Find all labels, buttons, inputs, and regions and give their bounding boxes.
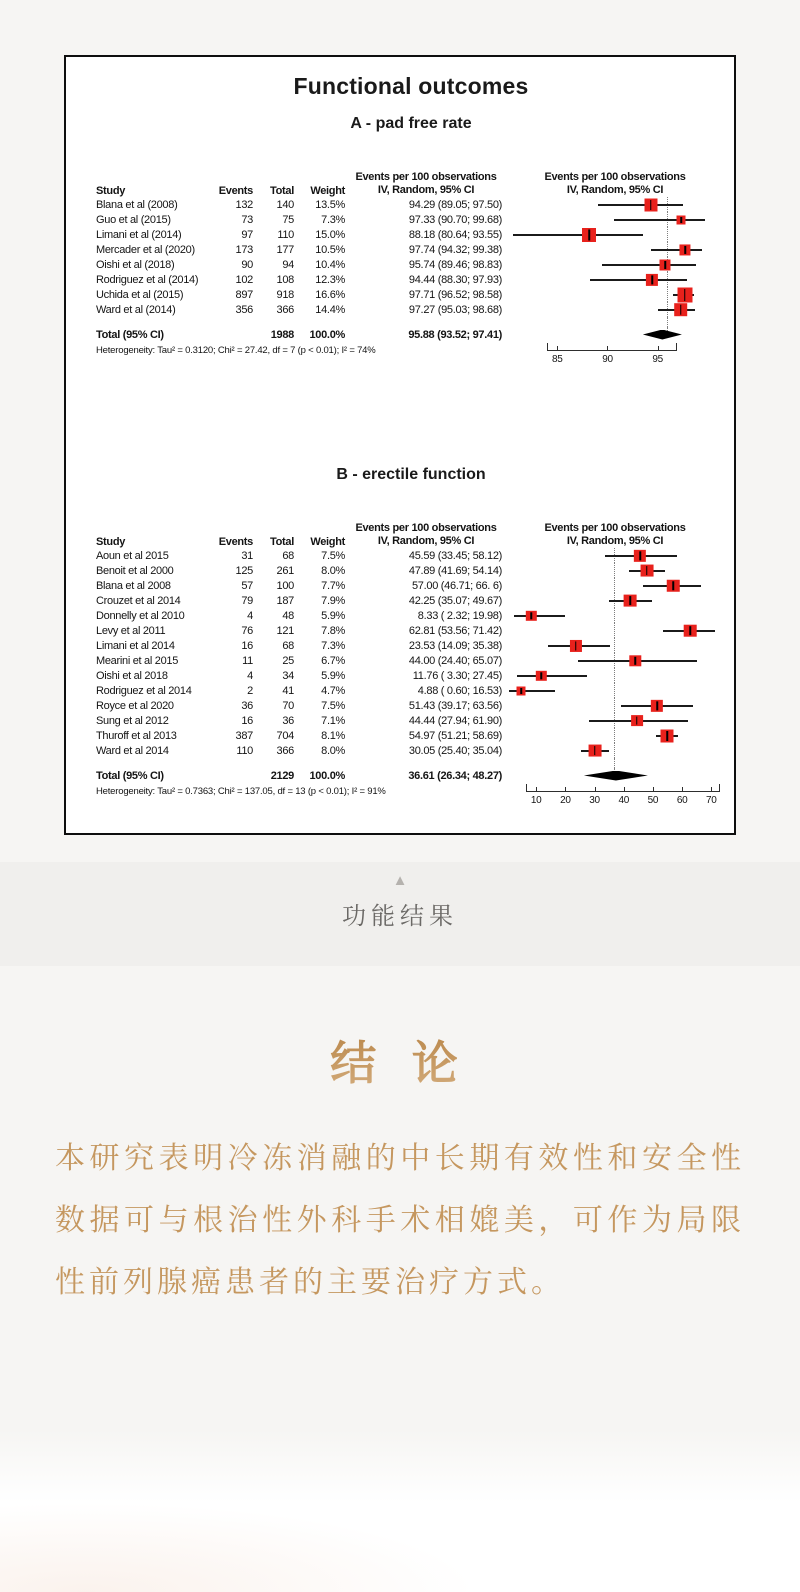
total-value: 41 — [282, 684, 294, 697]
axis-tick-label: 20 — [560, 795, 571, 806]
study-name: Royce et al 2020 — [96, 699, 174, 712]
pooled-dotted-line — [667, 317, 668, 327]
conclusion-paragraph: 本研究表明冷冻消融的中长期有效性和安全性数据可与根治性外科手术相媲美，可作为局限性前列腺癌患者的主要治疗方式。 — [55, 1142, 745, 1299]
weight-value: 7.5% — [321, 699, 345, 712]
axis-tick — [682, 787, 683, 792]
study-name: Uchida et al (2015) — [96, 288, 184, 301]
study-name: Thuroff et al 2013 — [96, 729, 177, 742]
total-value: 187 — [276, 594, 294, 607]
col-header-total: Total — [270, 536, 294, 548]
events-value: 2 — [247, 684, 253, 697]
forest-table — [96, 518, 726, 815]
weight-value: 7.5% — [321, 549, 345, 562]
study-row — [96, 743, 726, 758]
point-estimate-tick — [650, 200, 652, 210]
weight-value: 8.1% — [321, 729, 345, 742]
plot-cell — [507, 683, 723, 698]
pooled-diamond — [643, 330, 682, 340]
study-row — [96, 212, 726, 227]
axis-tick-label: 40 — [618, 795, 630, 806]
weight-value: 12.3% — [315, 273, 345, 286]
ci-text: 94.44 (88.30; 97.93) — [408, 273, 502, 286]
axis-line — [526, 791, 719, 792]
total-value: 25 — [282, 654, 294, 667]
events-value: 73 — [241, 213, 253, 226]
forest-panel-B — [96, 466, 726, 815]
point-estimate-tick — [630, 596, 632, 606]
total-n: 2129 — [270, 769, 294, 782]
plot-cell — [507, 668, 723, 683]
col-header-ci-text — [350, 171, 502, 197]
plot-cell — [507, 698, 723, 713]
ci-line — [509, 690, 555, 692]
weight-value: 8.0% — [321, 744, 345, 757]
weight-value: 5.9% — [321, 669, 345, 682]
forest-plot-figure — [64, 55, 736, 835]
point-estimate-tick — [680, 217, 682, 223]
pooled-dotted-line — [614, 563, 615, 578]
ci-text: 95.74 (89.46; 98.83) — [408, 258, 502, 271]
axis-endcap — [547, 343, 548, 351]
events-value: 356 — [235, 303, 253, 316]
study-name: Mercader et al (2020) — [96, 243, 195, 256]
pooled-dotted-line — [667, 287, 668, 302]
total-value: 110 — [277, 228, 294, 241]
total-value: 121 — [276, 624, 294, 637]
plot-cell — [507, 197, 723, 212]
plot-cell — [507, 327, 723, 342]
ci-line — [590, 279, 687, 281]
pooled-dotted-line — [614, 698, 615, 713]
ci-line — [614, 219, 704, 221]
total-value: 48 — [282, 609, 294, 622]
col-header-weight: Weight — [310, 185, 345, 197]
weight-value: 7.3% — [321, 213, 345, 226]
events-value: 16 — [241, 639, 253, 652]
study-row — [96, 227, 726, 242]
weight-value: 7.8% — [321, 624, 345, 637]
plot-cell — [507, 758, 723, 768]
study-row — [96, 578, 726, 593]
events-value: 110 — [236, 744, 253, 757]
study-name: Oishi et al 2018 — [96, 669, 168, 682]
total-value: 68 — [282, 639, 294, 652]
point-estimate-tick — [667, 731, 669, 741]
pooled-dotted-line — [667, 227, 668, 242]
total-value: 94 — [282, 258, 294, 271]
weight-value: 7.3% — [321, 639, 345, 652]
total-ci-text: 95.88 (93.52; 97.41) — [408, 328, 502, 341]
panel-subtitle: A - pad free rate — [350, 115, 472, 132]
plot-cell — [507, 287, 723, 302]
weight-value: 13.5% — [315, 198, 345, 211]
weight-value: 8.0% — [321, 564, 345, 577]
total-row — [96, 768, 726, 783]
study-name: Mearini et al 2015 — [96, 654, 179, 667]
spacer-row — [96, 758, 726, 768]
study-row — [96, 593, 726, 608]
events-value: 125 — [235, 564, 253, 577]
ci-header: IV, Random, 95% CI — [566, 184, 664, 196]
plot-cell — [507, 317, 723, 327]
point-estimate-tick — [673, 581, 675, 591]
events-value: 57 — [241, 579, 253, 592]
het-axis-row — [96, 342, 726, 374]
study-row — [96, 608, 726, 623]
total-n: 1988 — [270, 328, 294, 341]
ci-line — [602, 264, 696, 266]
plot-cell — [507, 257, 723, 272]
ci-line — [517, 675, 587, 677]
plot-cell — [507, 743, 723, 758]
total-value: 704 — [276, 729, 294, 742]
study-row — [96, 713, 726, 728]
point-estimate-tick — [636, 716, 638, 725]
study-row — [96, 623, 726, 638]
pooled-dotted-line — [614, 638, 615, 653]
ci-text: 45.59 (33.45; 58.12) — [408, 549, 502, 562]
axis-tick-label: 30 — [589, 795, 600, 806]
study-row — [96, 548, 726, 563]
axis-tick — [607, 346, 608, 351]
pooled-dotted-line — [614, 668, 615, 683]
col-header-ci-text — [350, 522, 502, 548]
ci-text: 8.33 ( 2.32; 19.98) — [417, 609, 502, 622]
axis-tick-label: 50 — [647, 795, 659, 806]
events-value: 76 — [241, 624, 253, 637]
ci-text: 4.88 ( 0.60; 16.53) — [417, 684, 502, 697]
point-estimate-tick — [684, 289, 686, 301]
study-row — [96, 728, 726, 743]
events-value: 102 — [235, 273, 253, 286]
events-value: 16 — [241, 714, 253, 727]
conclusion-title: 结 论 — [55, 1036, 745, 1092]
weight-value: 10.5% — [315, 243, 345, 256]
heterogeneity-text: Heterogeneity: Tau² = 0.7363; Chi² = 137.05, df = 13 (p < 0.01); I² = 91% — [96, 786, 386, 797]
total-value: 34 — [282, 669, 294, 682]
weight-value: 14.4% — [315, 303, 345, 316]
pooled-dotted-line — [614, 683, 615, 698]
heterogeneity-text: Heterogeneity: Tau² = 0.3120; Chi² = 27.42, df = 7 (p < 0.01); I² = 74% — [96, 345, 376, 356]
point-estimate-tick — [575, 641, 577, 650]
plot-cell — [507, 227, 723, 242]
study-row — [96, 668, 726, 683]
caption-band — [0, 862, 800, 966]
axis-endcap — [676, 343, 677, 351]
ci-line — [513, 234, 643, 236]
total-label: Total (95% CI) — [96, 328, 164, 341]
study-name: Aoun et al 2015 — [96, 549, 169, 562]
events-value: 79 — [241, 594, 253, 607]
plot-cell — [507, 768, 723, 783]
plot-cell — [507, 212, 723, 227]
axis-tick — [565, 787, 566, 792]
col-header-study: Study — [96, 536, 126, 548]
plot-cell — [507, 593, 723, 608]
total-value: 100 — [276, 579, 294, 592]
total-ci-text: 36.61 (26.34; 48.27) — [408, 769, 502, 782]
total-value: 366 — [276, 744, 294, 757]
figure-caption: 功能结果 — [342, 903, 458, 930]
study-name: Donnelly et al 2010 — [96, 609, 185, 622]
events-value: 387 — [235, 729, 253, 742]
study-row — [96, 197, 726, 212]
study-name: Benoit et al 2000 — [96, 564, 174, 577]
ci-text: 44.44 (27.94; 61.90) — [408, 714, 502, 727]
group-header: Events per 100 observations — [544, 171, 686, 183]
col-header-total: Total — [270, 185, 294, 197]
total-value: 918 — [276, 288, 294, 301]
weight-value: 7.9% — [321, 594, 345, 607]
plot-cell — [507, 242, 723, 257]
plot-cell — [507, 638, 723, 653]
weight-value: 16.6% — [315, 288, 345, 301]
forest-panel-A — [96, 115, 726, 374]
study-name: Rodriguez et al (2014) — [96, 273, 199, 286]
axis — [507, 342, 723, 374]
weight-value: 6.7% — [321, 654, 345, 667]
ci-text: 42.25 (35.07; 49.67) — [408, 594, 502, 607]
axis-tick-label: 10 — [530, 795, 542, 806]
point-estimate-tick — [651, 275, 653, 284]
study-name: Sung et al 2012 — [96, 714, 169, 727]
table-header-row — [96, 167, 726, 197]
point-estimate-tick — [646, 566, 648, 576]
group-header: Events per 100 observations — [355, 522, 497, 534]
point-estimate-tick — [588, 229, 590, 240]
point-estimate-tick — [520, 688, 522, 694]
axis-endcap — [526, 784, 527, 792]
axis-tick — [595, 787, 596, 792]
col-header-plot — [507, 171, 723, 197]
point-estimate-tick — [531, 612, 533, 619]
ci-text: 97.27 (95.03; 98.68) — [408, 303, 502, 316]
col-header-study: Study — [96, 185, 126, 197]
ci-header: IV, Random, 95% CI — [377, 184, 475, 196]
collapse-arrow-icon[interactable]: ▲ — [392, 872, 408, 889]
ci-header: IV, Random, 95% CI — [566, 535, 664, 547]
study-row — [96, 683, 726, 698]
plot-cell — [507, 563, 723, 578]
axis-tick — [536, 787, 537, 792]
plot-cell — [507, 608, 723, 623]
point-estimate-tick — [594, 746, 596, 756]
axis-tick-label: 60 — [676, 795, 688, 806]
col-header-weight: Weight — [310, 536, 345, 548]
study-row — [96, 272, 726, 287]
total-value: 366 — [276, 303, 294, 316]
group-header: Events per 100 observations — [544, 522, 686, 534]
col-header-events: Events — [218, 185, 253, 197]
weight-value: 5.9% — [321, 609, 345, 622]
study-row — [96, 287, 726, 302]
plot-cell — [507, 728, 723, 743]
ci-text: 88.18 (80.64; 93.55) — [408, 228, 502, 241]
weight-value: 7.1% — [321, 714, 345, 727]
total-value: 75 — [282, 213, 294, 226]
study-name: Ward et al 2014 — [96, 744, 169, 757]
total-row — [96, 327, 726, 342]
axis-line — [547, 350, 676, 351]
point-estimate-tick — [639, 551, 641, 560]
axis-tick — [653, 787, 654, 792]
ci-text: 44.00 (24.40; 65.07) — [408, 654, 502, 667]
axis-tick — [624, 787, 625, 792]
axis-tick-label: 95 — [652, 354, 663, 365]
total-value: 68 — [282, 549, 294, 562]
study-name: Levy et al 2011 — [96, 624, 166, 637]
study-row — [96, 698, 726, 713]
axis-tick-label: 90 — [602, 354, 613, 365]
plot-cell — [507, 713, 723, 728]
study-name: Limani et al (2014) — [96, 228, 182, 241]
study-row — [96, 302, 726, 317]
events-value: 132 — [235, 198, 253, 211]
pooled-dotted-line — [614, 758, 615, 768]
point-estimate-tick — [656, 701, 658, 710]
events-value: 4 — [247, 609, 253, 622]
figure-title: Functional outcomes — [293, 73, 529, 99]
study-row — [96, 257, 726, 272]
ci-text: 97.33 (90.70; 99.68) — [408, 213, 502, 226]
pooled-dotted-line — [614, 728, 615, 743]
ci-text: 54.97 (51.21; 58.69) — [408, 729, 502, 742]
ci-text: 51.43 (39.17; 63.56) — [408, 699, 502, 712]
total-value: 177 — [276, 243, 294, 256]
point-estimate-tick — [541, 672, 543, 679]
study-name: Oishi et al (2018) — [96, 258, 175, 271]
point-estimate-tick — [690, 626, 692, 636]
weight-value: 10.4% — [315, 258, 345, 271]
het-axis-row — [96, 783, 726, 815]
plot-cell — [507, 302, 723, 317]
axis-tick — [557, 346, 558, 351]
ci-text: 94.29 (89.05; 97.50) — [408, 198, 502, 211]
forest-table — [96, 167, 726, 374]
pooled-dotted-line — [614, 623, 615, 638]
study-row — [96, 653, 726, 668]
ci-text: 97.71 (96.52; 98.58) — [408, 288, 502, 301]
point-estimate-tick — [684, 245, 686, 253]
total-label: Total (95% CI) — [96, 769, 164, 782]
pooled-dotted-line — [614, 578, 615, 593]
events-value: 36 — [241, 699, 253, 712]
ci-line — [598, 204, 683, 206]
conclusion-section — [0, 966, 800, 1430]
axis-tick — [711, 787, 712, 792]
ci-line — [651, 249, 702, 251]
study-name: Limani et al 2014 — [96, 639, 175, 652]
study-row — [96, 563, 726, 578]
ci-line — [514, 615, 566, 617]
pooled-dotted-line — [614, 608, 615, 623]
events-value: 4 — [247, 669, 253, 682]
axis-endcap — [719, 784, 720, 792]
total-value: 140 — [276, 198, 294, 211]
ci-text: 97.74 (94.32; 99.38) — [408, 243, 502, 256]
col-header-plot — [507, 522, 723, 548]
total-value: 70 — [282, 699, 294, 712]
study-name: Guo et al (2015) — [96, 213, 171, 226]
plot-cell — [507, 578, 723, 593]
events-value: 90 — [241, 258, 253, 271]
events-value: 97 — [241, 228, 253, 241]
total-weight: 100.0% — [309, 328, 345, 341]
events-value: 11 — [242, 654, 253, 667]
plot-cell — [507, 272, 723, 287]
axis-tick-label: 70 — [706, 795, 717, 806]
point-estimate-tick — [680, 304, 682, 315]
study-name: Blana et al 2008 — [96, 579, 171, 592]
study-name: Crouzet et al 2014 — [96, 594, 181, 607]
plot-cell — [507, 653, 723, 668]
events-value: 173 — [235, 243, 253, 256]
events-value: 897 — [235, 288, 253, 301]
ci-text: 62.81 (53.56; 71.42) — [408, 624, 502, 637]
table-header-row — [96, 518, 726, 548]
ci-text: 57.00 (46.71; 66. 6) — [411, 579, 502, 592]
study-name: Rodriguez et al 2014 — [96, 684, 192, 697]
point-estimate-tick — [635, 656, 637, 664]
panel-subtitle: B - erectile function — [336, 466, 486, 483]
ci-text: 23.53 (14.09; 35.38) — [408, 639, 502, 652]
plot-cell — [507, 548, 723, 563]
axis-tick-label: 85 — [551, 354, 563, 365]
total-weight: 100.0% — [309, 769, 345, 782]
study-name: Blana et al (2008) — [96, 198, 178, 211]
ci-text: 47.89 (41.69; 54.14) — [408, 564, 502, 577]
axis — [507, 783, 723, 815]
plot-cell — [507, 623, 723, 638]
study-row — [96, 638, 726, 653]
group-header: Events per 100 observations — [355, 171, 497, 183]
ci-text: 30.05 (25.40; 35.04) — [408, 744, 502, 757]
total-value: 261 — [276, 564, 294, 577]
spacer-row — [96, 317, 726, 327]
pooled-dotted-line — [614, 743, 615, 758]
study-name: Ward et al (2014) — [96, 303, 176, 316]
axis-tick — [658, 346, 659, 351]
col-header-events: Events — [218, 536, 253, 548]
weight-value: 15.0% — [315, 228, 345, 241]
weight-value: 4.7% — [321, 684, 345, 697]
pooled-diamond — [584, 771, 648, 781]
ci-text: 11.76 ( 3.30; 27.45) — [412, 669, 502, 682]
point-estimate-tick — [664, 261, 666, 269]
background-blob — [0, 1502, 480, 1592]
weight-value: 7.7% — [321, 579, 345, 592]
forest-panels — [96, 115, 726, 815]
total-value: 36 — [282, 714, 294, 727]
events-value: 31 — [241, 549, 253, 562]
study-row — [96, 242, 726, 257]
bottom-whitespace — [0, 1430, 800, 1592]
ci-header: IV, Random, 95% CI — [377, 535, 475, 547]
total-value: 108 — [276, 273, 294, 286]
